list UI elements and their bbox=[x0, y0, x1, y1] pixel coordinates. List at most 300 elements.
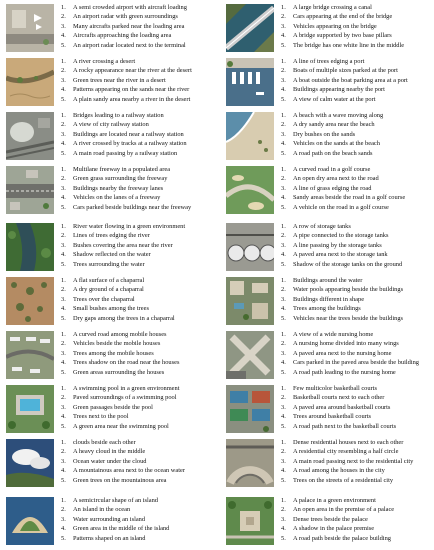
caption-text: Trees among the mobile houses bbox=[73, 349, 154, 357]
caption-item bbox=[61, 466, 185, 475]
caption-item bbox=[61, 41, 187, 50]
caption-item bbox=[61, 330, 179, 339]
caption-item bbox=[281, 193, 405, 202]
caption-number: 4. bbox=[281, 467, 286, 475]
caption-item bbox=[281, 184, 405, 193]
caption-number: 4. bbox=[281, 525, 286, 533]
caption-text: A residential city resembling a half circle bbox=[293, 448, 399, 456]
caption-number: 1. bbox=[61, 497, 66, 504]
caption-item bbox=[61, 304, 175, 313]
caption-item bbox=[61, 85, 192, 94]
caption-number: 2. bbox=[61, 67, 66, 75]
caption-text: A paved area next to the storage tank bbox=[293, 251, 388, 259]
caption-item bbox=[281, 165, 405, 174]
caption-number: 5. bbox=[61, 534, 66, 542]
caption-item bbox=[61, 447, 185, 456]
caption-number: 4. bbox=[61, 140, 66, 148]
beach-aerial-image bbox=[226, 112, 274, 160]
caption-item bbox=[61, 339, 179, 348]
caption-item bbox=[281, 422, 396, 431]
caption-item bbox=[281, 304, 403, 313]
caption-item bbox=[61, 149, 187, 158]
caption-list bbox=[61, 276, 175, 323]
residential-aerial-image bbox=[226, 439, 274, 487]
caption-text: A plain sandy area nearby a river in the desert bbox=[73, 95, 191, 103]
caption-item bbox=[281, 276, 403, 285]
caption-item bbox=[61, 66, 192, 75]
caption-text: Multilane freeway in a populated area bbox=[73, 166, 171, 173]
caption-number: 3. bbox=[281, 515, 286, 523]
caption-text: Ocean water under the cloud bbox=[73, 457, 147, 465]
caption-item bbox=[281, 22, 404, 31]
caption-number: 2. bbox=[281, 121, 286, 129]
caption-list bbox=[61, 222, 185, 269]
caption-number: 1. bbox=[281, 497, 286, 504]
cloud-aerial-image bbox=[6, 439, 54, 487]
caption-number: 2. bbox=[281, 286, 286, 294]
caption-text: A beach with a wave moving along bbox=[293, 112, 384, 119]
caption-number: 3. bbox=[61, 295, 66, 303]
caption-text: A road path beside the palace building bbox=[293, 534, 391, 542]
caption-number: 3. bbox=[61, 76, 66, 84]
caption-text: Green grass surrounding the freeway bbox=[73, 175, 168, 183]
caption-text: Trees over the chaparral bbox=[73, 295, 135, 303]
caption-item bbox=[281, 339, 419, 348]
caption-number: 2. bbox=[61, 13, 66, 21]
caption-item bbox=[61, 403, 180, 412]
caption-text: Green areas surrounding the houses bbox=[73, 368, 165, 376]
caption-item bbox=[61, 203, 191, 212]
caption-text: Trees surrounding the water bbox=[73, 260, 145, 268]
caption-number: 2. bbox=[61, 175, 66, 183]
caption-item bbox=[281, 203, 405, 212]
caption-text: Buildings nearby the freeway lanes bbox=[73, 184, 164, 192]
caption-item bbox=[281, 457, 413, 466]
caption-number: 1. bbox=[281, 277, 286, 284]
caption-item bbox=[61, 476, 185, 485]
caption-text: A row of storage tanks bbox=[293, 223, 351, 230]
caption-number: 1. bbox=[281, 58, 286, 65]
caption-text: A green area near the swimming pool bbox=[73, 422, 169, 430]
caption-number: 3. bbox=[61, 515, 66, 523]
caption-number: 5. bbox=[61, 368, 66, 376]
caption-number: 4. bbox=[61, 413, 66, 421]
caption-item bbox=[281, 149, 383, 158]
caption-item bbox=[61, 524, 169, 533]
caption-item bbox=[281, 66, 408, 75]
caption-text: Buildings appearing nearby the port bbox=[293, 86, 385, 94]
caption-item bbox=[281, 368, 419, 377]
caption-number: 4. bbox=[61, 305, 66, 313]
caption-list bbox=[61, 57, 192, 104]
caption-number: 5. bbox=[281, 476, 286, 484]
caption-number: 5. bbox=[281, 368, 286, 376]
caption-text: An island in the ocean bbox=[73, 506, 131, 514]
caption-number: 3. bbox=[281, 76, 286, 84]
caption-number: 5. bbox=[61, 203, 66, 211]
caption-item bbox=[61, 515, 169, 524]
caption-text: A bridge supported by two base pillars bbox=[293, 32, 392, 40]
caption-text: An open area in the premise of a palace bbox=[293, 506, 395, 514]
caption-text: Water pools appearing beside the buildings bbox=[293, 286, 404, 294]
caption-number: 2. bbox=[61, 394, 66, 402]
caption-text: A dry ground of a chaparral bbox=[73, 286, 144, 294]
caption-item bbox=[281, 31, 404, 40]
caption-item bbox=[61, 22, 187, 31]
caption-text: Paved surroundings of a swimming pool bbox=[73, 394, 177, 402]
caption-number: 2. bbox=[281, 506, 286, 514]
caption-text: A swimming pool in a green environment bbox=[73, 385, 180, 392]
caption-text: Basketball courts next to each other bbox=[293, 394, 385, 402]
caption-item bbox=[61, 222, 185, 231]
caption-number: 3. bbox=[281, 241, 286, 249]
caption-item bbox=[281, 174, 405, 183]
caption-number: 3. bbox=[281, 22, 286, 30]
caption-number: 4. bbox=[61, 86, 66, 94]
caption-item bbox=[61, 368, 179, 377]
caption-item bbox=[281, 534, 394, 543]
pool-aerial-image bbox=[6, 385, 54, 433]
caption-list bbox=[281, 111, 383, 158]
caption-item bbox=[281, 76, 408, 85]
caption-number: 5. bbox=[281, 95, 286, 103]
caption-list bbox=[61, 496, 169, 543]
caption-number: 2. bbox=[281, 175, 286, 183]
island-aerial-image bbox=[6, 497, 54, 545]
caption-item bbox=[61, 231, 185, 240]
caption-item bbox=[281, 250, 402, 259]
caption-item bbox=[281, 120, 383, 129]
caption-text: clouds beside each other bbox=[73, 439, 136, 446]
caption-text: A river crossing a desert bbox=[73, 58, 136, 65]
caption-list bbox=[281, 384, 396, 431]
freeway-aerial-image bbox=[6, 166, 54, 214]
caption-number: 5. bbox=[61, 95, 66, 103]
caption-text: Buildings different in shape bbox=[293, 295, 365, 303]
caption-text: Dense trees beside the palace bbox=[293, 515, 368, 523]
caption-number: 3. bbox=[61, 349, 66, 357]
caption-number: 3. bbox=[61, 22, 66, 30]
caption-text: A large bridge crossing a canal bbox=[293, 4, 372, 11]
caption-number: 3. bbox=[281, 295, 286, 303]
caption-item bbox=[61, 412, 180, 421]
harbor-aerial-image bbox=[226, 58, 274, 106]
caption-item bbox=[281, 3, 404, 12]
caption-number: 1. bbox=[61, 166, 66, 173]
caption-item bbox=[61, 95, 192, 104]
caption-number: 5. bbox=[281, 422, 286, 430]
caption-text: River water flowing in a green environment bbox=[73, 223, 186, 230]
caption-text: Water surrounding an island bbox=[73, 515, 146, 523]
caption-text: A paved area around basketball courts bbox=[293, 403, 391, 411]
caption-number: 3. bbox=[61, 184, 66, 192]
tanks-aerial-image bbox=[226, 223, 274, 271]
caption-number: 2. bbox=[281, 67, 286, 75]
caption-list bbox=[281, 330, 419, 377]
caption-text: Green trees on the mountainous area bbox=[73, 476, 167, 484]
caption-number: 4. bbox=[61, 359, 66, 367]
caption-item bbox=[281, 314, 403, 323]
caption-item bbox=[61, 457, 185, 466]
palace-aerial-image bbox=[226, 497, 274, 545]
caption-item bbox=[61, 3, 187, 12]
caption-item bbox=[281, 41, 404, 50]
caption-number: 1. bbox=[61, 385, 66, 392]
caption-item bbox=[61, 76, 192, 85]
caption-number: 1. bbox=[281, 385, 286, 392]
caption-item bbox=[61, 111, 187, 120]
caption-number: 1. bbox=[281, 439, 286, 446]
caption-text: Green passages beside the pool bbox=[73, 403, 153, 411]
caption-number: 4. bbox=[281, 305, 286, 313]
chaparral-aerial-image bbox=[6, 277, 54, 325]
caption-text: Dense residential houses next to each other bbox=[293, 439, 404, 446]
caption-number: 3. bbox=[61, 403, 66, 411]
caption-number: 3. bbox=[281, 403, 286, 411]
caption-item bbox=[281, 260, 402, 269]
caption-text: Vehicles beside the mobile houses bbox=[73, 340, 161, 348]
caption-item bbox=[61, 285, 175, 294]
caption-item bbox=[61, 165, 191, 174]
caption-text: Aircrafts approaching the loading area bbox=[73, 32, 172, 40]
caption-item bbox=[281, 393, 396, 402]
caption-text: Patterns shaped on an island bbox=[73, 534, 146, 542]
caption-text: Shadow of the storage tanks on the ground bbox=[293, 260, 403, 268]
caption-list bbox=[61, 111, 187, 158]
caption-item bbox=[61, 250, 185, 259]
caption-number: 2. bbox=[61, 121, 66, 129]
caption-text: An open dry area next to the road bbox=[293, 175, 379, 183]
caption-text: A vehicle on the road in a golf course bbox=[293, 203, 389, 211]
caption-item bbox=[281, 515, 394, 524]
desert-aerial-image bbox=[6, 58, 54, 106]
caption-item bbox=[61, 276, 175, 285]
caption-number: 4. bbox=[281, 86, 286, 94]
caption-number: 1. bbox=[61, 331, 66, 338]
caption-text: Sandy areas beside the road in a golf course bbox=[293, 194, 406, 202]
caption-text: Vehicles on the lanes of a freeway bbox=[73, 194, 161, 202]
caption-item bbox=[61, 295, 175, 304]
caption-item bbox=[61, 358, 179, 367]
caption-item bbox=[61, 120, 187, 129]
caption-number: 1. bbox=[61, 223, 66, 230]
caption-item bbox=[61, 393, 180, 402]
caption-number: 4. bbox=[61, 251, 66, 259]
caption-item bbox=[281, 358, 419, 367]
caption-list bbox=[281, 496, 394, 543]
caption-text: A road path on the beach sands bbox=[293, 149, 373, 157]
caption-text: A view of calm water at the port bbox=[293, 95, 376, 103]
caption-text: Many aircrafts parked near the loading area bbox=[73, 22, 185, 30]
caption-number: 1. bbox=[281, 166, 286, 173]
caption-text: A heavy cloud in the middle bbox=[73, 448, 146, 456]
caption-text: The bridge has one white line in the middle bbox=[293, 41, 405, 49]
caption-number: 5. bbox=[61, 314, 66, 322]
caption-text: A curved road in a golf course bbox=[293, 166, 371, 173]
caption-number: 5. bbox=[281, 149, 286, 157]
caption-number: 5. bbox=[61, 476, 66, 484]
caption-text: A paved area next to the nursing home bbox=[293, 349, 392, 357]
caption-list bbox=[61, 330, 179, 377]
caption-item bbox=[61, 349, 179, 358]
caption-number: 2. bbox=[61, 340, 66, 348]
caption-number: 1. bbox=[281, 331, 286, 338]
caption-number: 2. bbox=[281, 448, 286, 456]
caption-text: A road path next to the basketball courts bbox=[293, 422, 397, 430]
caption-item bbox=[281, 330, 419, 339]
caption-text: Dry gaps among the trees in a chaparral bbox=[73, 314, 175, 322]
mobilehome-aerial-image bbox=[6, 331, 54, 379]
caption-item bbox=[281, 496, 394, 505]
caption-text: An airport radar located next to the terminal bbox=[73, 41, 186, 49]
caption-item bbox=[281, 403, 396, 412]
caption-number: 1. bbox=[281, 112, 286, 119]
caption-list bbox=[61, 438, 185, 485]
caption-number: 1. bbox=[281, 223, 286, 230]
caption-number: 2. bbox=[61, 506, 66, 514]
caption-list bbox=[61, 165, 191, 212]
caption-number: 4. bbox=[61, 194, 66, 202]
caption-text: A shadow in the palace premise bbox=[293, 525, 375, 533]
caption-item bbox=[281, 139, 383, 148]
buildings-aerial-image bbox=[226, 277, 274, 325]
caption-number: 2. bbox=[281, 13, 286, 21]
caption-text: A mountainous area next to the ocean water bbox=[73, 467, 185, 475]
caption-number: 5. bbox=[281, 260, 286, 268]
caption-item bbox=[281, 111, 383, 120]
caption-number: 4. bbox=[61, 32, 66, 40]
caption-item bbox=[61, 12, 187, 21]
caption-text: A line of grass edging the road bbox=[293, 184, 372, 192]
caption-number: 2. bbox=[61, 286, 66, 294]
caption-text: A boat outside the boat parking area at a port bbox=[293, 76, 408, 84]
caption-list bbox=[281, 3, 404, 50]
caption-text: Few multicolor basketball courts bbox=[293, 385, 377, 392]
caption-list bbox=[281, 438, 413, 485]
caption-item bbox=[281, 241, 402, 250]
caption-number: 4. bbox=[61, 467, 66, 475]
caption-item bbox=[281, 447, 413, 456]
caption-number: 1. bbox=[61, 4, 66, 11]
caption-number: 3. bbox=[281, 184, 286, 192]
caption-text: A view of city railway station bbox=[73, 121, 149, 129]
caption-item bbox=[61, 534, 169, 543]
caption-item bbox=[281, 95, 408, 104]
caption-number: 4. bbox=[281, 194, 286, 202]
golf-aerial-image bbox=[226, 166, 274, 214]
caption-item bbox=[281, 130, 383, 139]
caption-item bbox=[61, 496, 169, 505]
caption-number: 2. bbox=[281, 394, 286, 402]
caption-list bbox=[281, 165, 405, 212]
caption-text: Trees among the buildings bbox=[293, 305, 361, 313]
caption-item bbox=[61, 260, 185, 269]
caption-text: Vehicles appearing on the bridge bbox=[293, 22, 377, 30]
caption-text: Cars parked in the paved area beside the building bbox=[293, 359, 419, 367]
caption-text: A nursing home divided into many wings bbox=[293, 340, 399, 348]
caption-number: 1. bbox=[61, 112, 66, 119]
caption-text: Lines of trees edging the river bbox=[73, 232, 150, 240]
caption-text: A line passing by the storage tanks bbox=[293, 241, 382, 249]
caption-item bbox=[281, 295, 403, 304]
caption-text: A rocky appearance near the river at the desert bbox=[73, 67, 192, 75]
caption-item bbox=[61, 314, 175, 323]
caption-text: Trees on the streets of a residential city bbox=[293, 476, 394, 484]
caption-number: 3. bbox=[61, 241, 66, 249]
caption-item bbox=[61, 184, 191, 193]
caption-text: Buildings around the water bbox=[293, 277, 363, 284]
caption-text: A river crossed by tracks at a railway station bbox=[73, 140, 187, 148]
caption-list bbox=[61, 3, 187, 50]
caption-text: Green area in the middle of the island bbox=[73, 525, 170, 533]
caption-number: 1. bbox=[281, 4, 286, 11]
caption-item bbox=[61, 241, 185, 250]
caption-text: Cars appearing at the end of the bridge bbox=[293, 13, 393, 21]
caption-item bbox=[61, 130, 187, 139]
caption-number: 2. bbox=[281, 340, 286, 348]
caption-item bbox=[281, 412, 396, 421]
caption-number: 5. bbox=[281, 41, 286, 49]
caption-number: 5. bbox=[61, 149, 66, 157]
caption-number: 4. bbox=[281, 140, 286, 148]
railway-aerial-image bbox=[6, 112, 54, 160]
caption-number: 3. bbox=[281, 457, 286, 465]
river-aerial-image bbox=[6, 223, 54, 271]
caption-item bbox=[61, 57, 192, 66]
caption-text: A line of trees edging a port bbox=[293, 58, 365, 65]
caption-item bbox=[281, 476, 413, 485]
caption-number: 4. bbox=[281, 413, 286, 421]
caption-text: Bridges leading to a railway station bbox=[73, 112, 164, 119]
caption-item bbox=[61, 438, 185, 447]
nursing-aerial-image bbox=[226, 331, 274, 379]
caption-text: A view of a wide nursing home bbox=[293, 331, 374, 338]
caption-item bbox=[281, 85, 408, 94]
caption-text: Trees shadow on the road near the houses bbox=[73, 359, 180, 367]
caption-text: Cars parked beside buildings near the freeway bbox=[73, 203, 192, 211]
caption-number: 1. bbox=[61, 58, 66, 65]
caption-item bbox=[281, 57, 408, 66]
caption-item bbox=[281, 384, 396, 393]
caption-item bbox=[281, 524, 394, 533]
caption-text: Dry bushes on the sands bbox=[293, 130, 356, 138]
caption-number: 2. bbox=[61, 232, 66, 240]
airport-aerial-image bbox=[6, 4, 54, 52]
caption-text: Green trees near the river in a desert bbox=[73, 76, 166, 84]
caption-list bbox=[61, 384, 180, 431]
caption-number: 1. bbox=[61, 439, 66, 446]
caption-text: A palace in a green environment bbox=[293, 497, 376, 504]
caption-text: Buildings are located near a railway station bbox=[73, 130, 184, 138]
caption-item bbox=[281, 505, 394, 514]
caption-item bbox=[281, 285, 403, 294]
caption-item bbox=[61, 193, 191, 202]
caption-item bbox=[281, 438, 413, 447]
caption-item bbox=[61, 384, 180, 393]
caption-list bbox=[281, 222, 402, 269]
basketball-aerial-image bbox=[226, 385, 274, 433]
caption-item bbox=[61, 139, 187, 148]
caption-item bbox=[61, 31, 187, 40]
caption-number: 4. bbox=[281, 251, 286, 259]
caption-item bbox=[281, 466, 413, 475]
caption-text: A flat surface of a chaparral bbox=[73, 277, 145, 284]
caption-number: 3. bbox=[61, 130, 66, 138]
caption-text: A main road passing next to the residential city bbox=[293, 457, 414, 465]
caption-text: Vehicles near the trees beside the buildings bbox=[293, 314, 404, 322]
caption-text: A pipe connected to the storage tanks bbox=[293, 232, 389, 240]
caption-number: 2. bbox=[61, 448, 66, 456]
